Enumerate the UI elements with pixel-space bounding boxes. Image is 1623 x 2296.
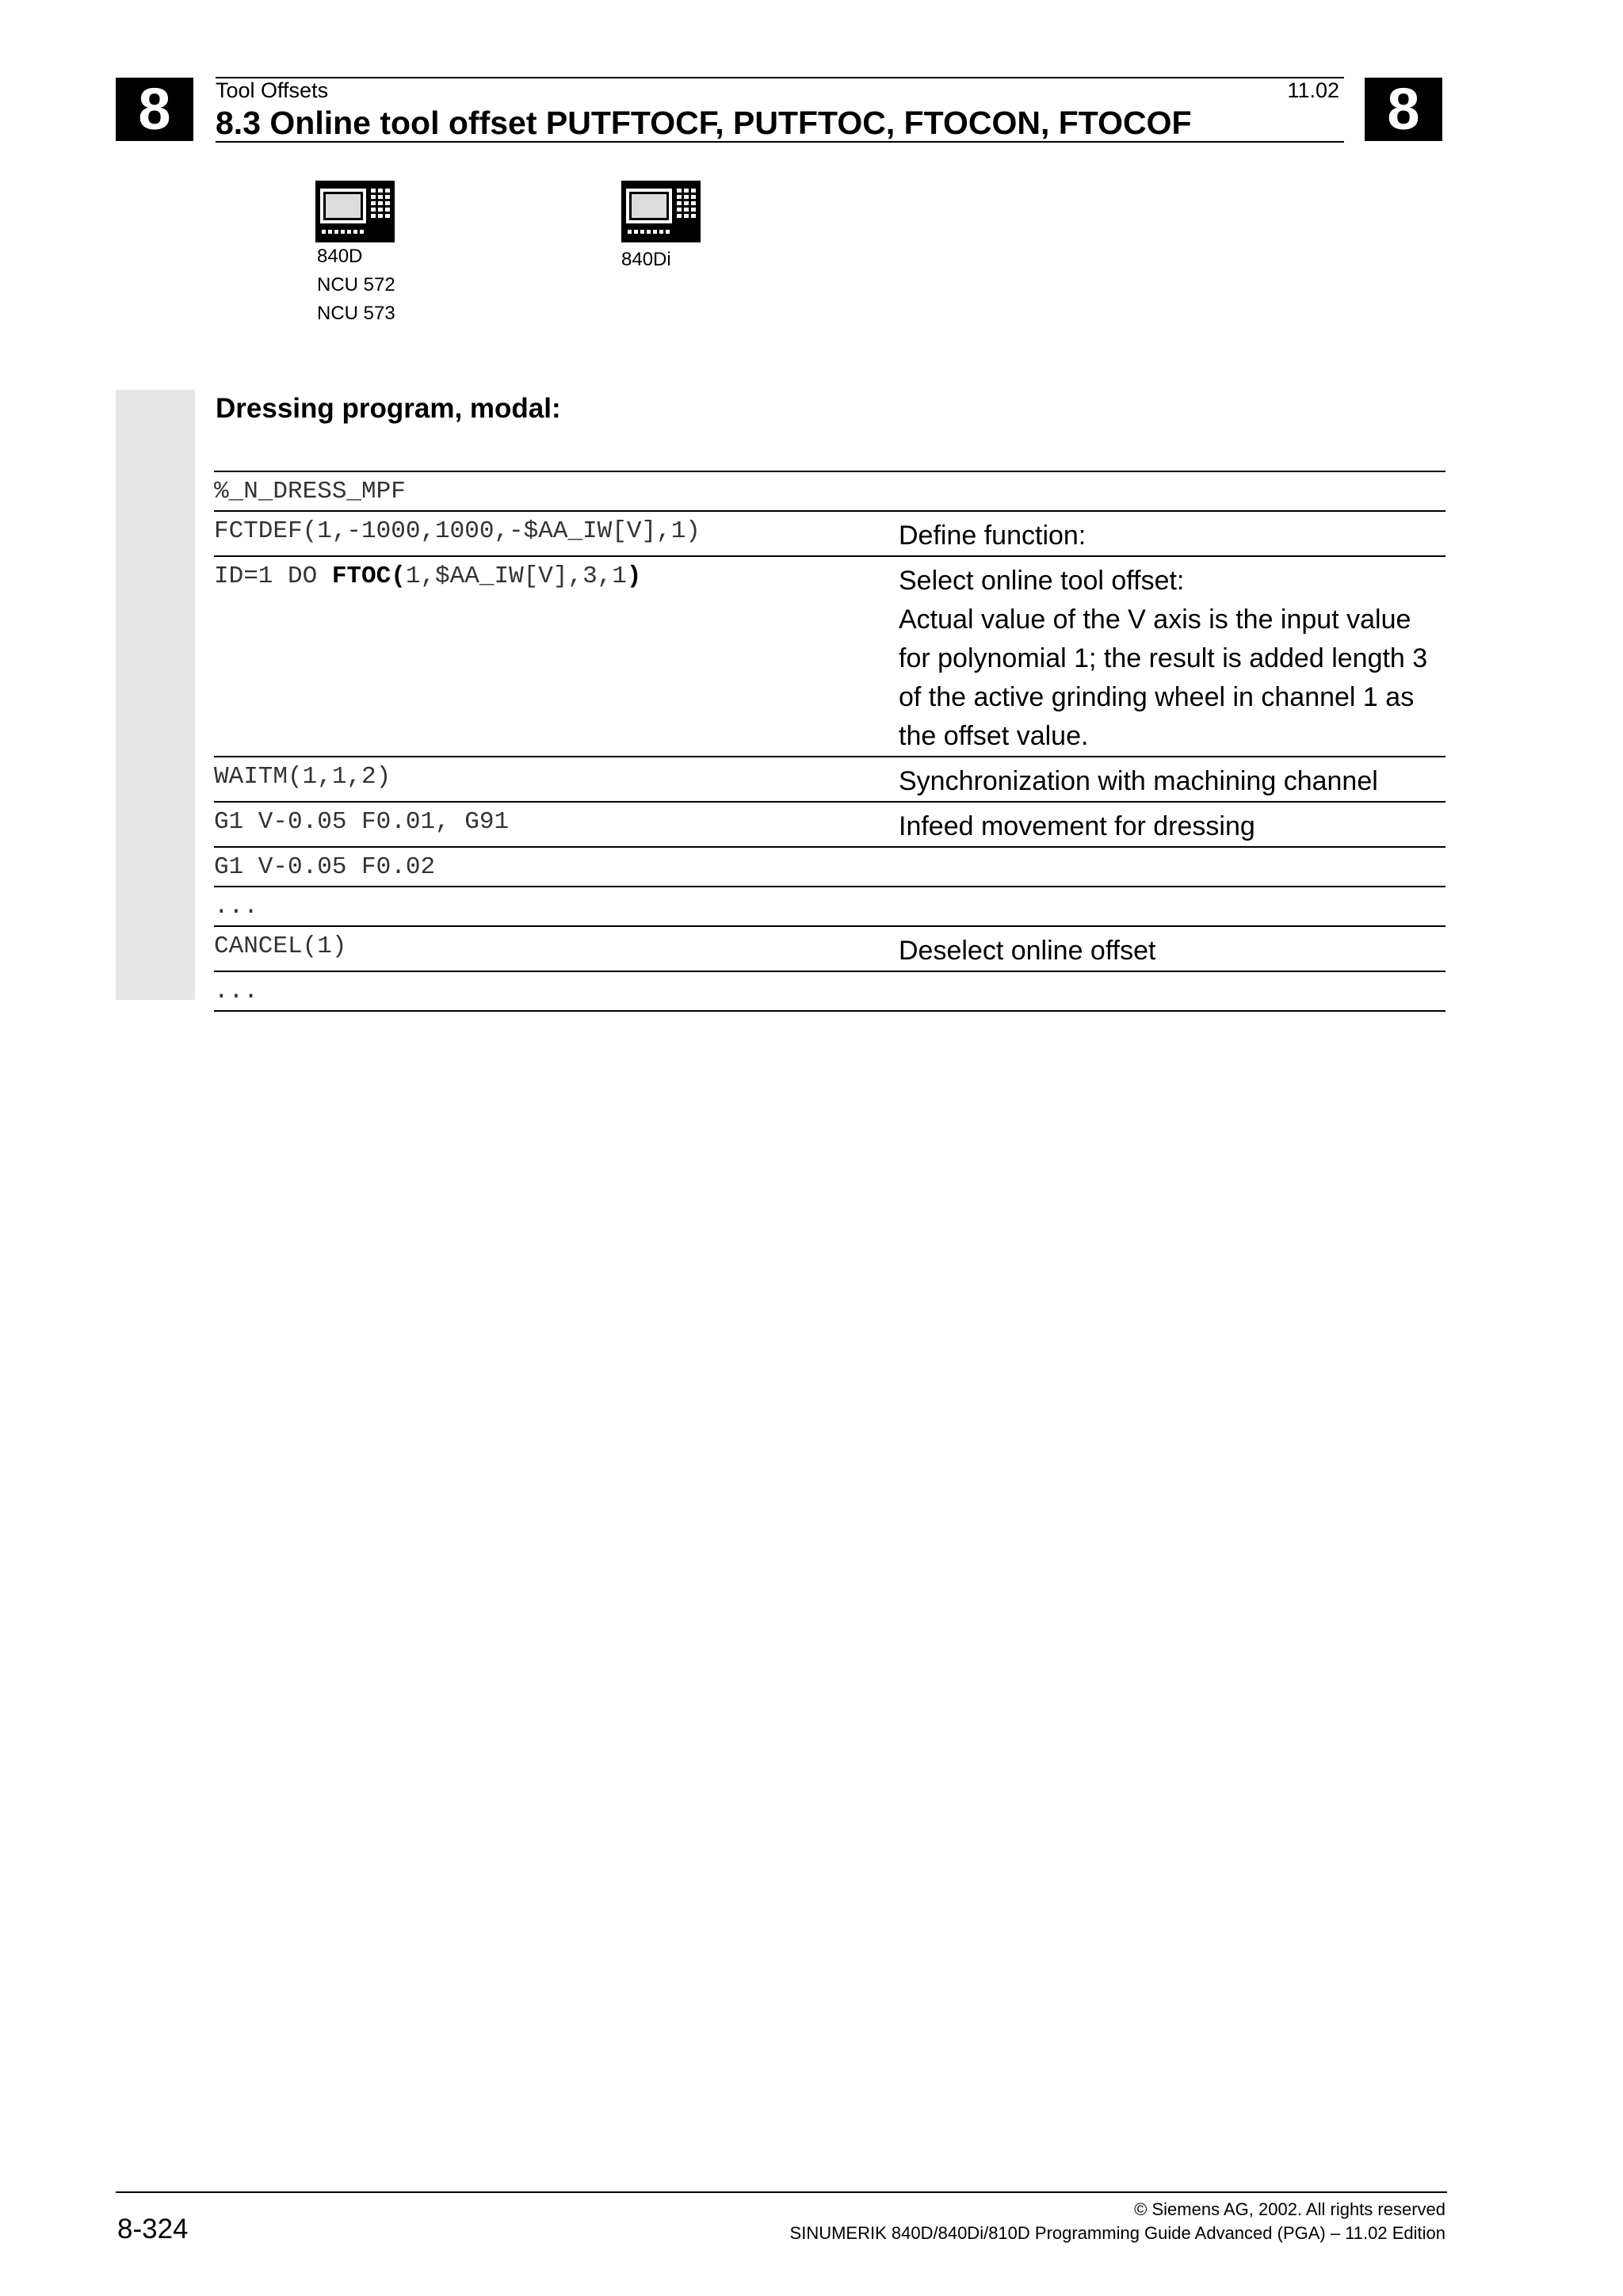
document-reference: SINUMERIK 840D/840Di/810D Programming Guide Advanced (PGA) – 11.02 Edition xyxy=(789,2223,1445,2243)
code-text: ... xyxy=(214,893,258,921)
code-cell xyxy=(214,927,899,971)
table-row xyxy=(214,925,1445,971)
table-row xyxy=(214,510,1445,555)
comment-cell xyxy=(899,972,1445,1010)
margin-shading-bar xyxy=(116,390,195,1000)
comment-cell xyxy=(899,803,1445,846)
code-cell xyxy=(214,848,899,886)
comment-line: for polynomial 1; the result is added length 3 xyxy=(899,643,1428,673)
comment-cell xyxy=(899,472,1445,510)
code-text: G1 V-0.05 F0.02 xyxy=(214,853,436,881)
code-text: CANCEL(1) xyxy=(214,933,347,960)
code-text: ... xyxy=(214,978,258,1005)
control-label-840d: 840D xyxy=(317,246,363,267)
table-row xyxy=(214,801,1445,846)
code-keyword: ) xyxy=(626,563,642,590)
comment-cell xyxy=(899,848,1445,886)
code-cell xyxy=(214,472,899,510)
header-rule-bottom xyxy=(216,141,1344,143)
code-text: FCTDEF(1,-1000,1000,-$AA_IW[V],1) xyxy=(214,517,701,545)
comment-line: Select online tool offset: xyxy=(899,566,1185,596)
header-date: 11.02 xyxy=(1287,78,1339,102)
code-text: WAITM(1,1,2) xyxy=(214,763,391,791)
chapter-number-left: 8 xyxy=(116,78,193,141)
comment-cell xyxy=(899,927,1445,971)
footer-rule xyxy=(116,2191,1447,2193)
cnc-control-panel-icon xyxy=(315,181,395,242)
comment-cell xyxy=(899,512,1445,555)
comment-cell xyxy=(899,757,1445,801)
table-row xyxy=(214,471,1445,510)
page-title: 8.3 Online tool offset PUTFTOCF, PUTFTOC, FTOCON, FTOCOF xyxy=(216,105,1192,141)
cnc-control-panel-icon xyxy=(621,181,701,242)
comment-line: Deselect online offset xyxy=(899,936,1156,966)
code-text: 1,$AA_IW[V],3,1 xyxy=(405,563,627,590)
example-heading: Dressing program, modal: xyxy=(216,393,561,424)
table-row xyxy=(214,756,1445,801)
comment-cell xyxy=(899,887,1445,925)
program-table xyxy=(214,471,1445,1012)
header-section: Tool Offsets xyxy=(216,78,329,102)
comment-line: Define function: xyxy=(899,521,1086,551)
chapter-number-right: 8 xyxy=(1365,78,1442,141)
code-cell xyxy=(214,512,899,555)
table-row xyxy=(214,971,1445,1012)
header-rule-top xyxy=(216,77,1344,78)
code-cell xyxy=(214,757,899,801)
code-text: ID=1 DO xyxy=(214,563,332,590)
table-row xyxy=(214,846,1445,886)
code-cell xyxy=(214,557,899,756)
code-text: G1 V-0.05 F0.01, G91 xyxy=(214,808,510,836)
code-cell xyxy=(214,972,899,1010)
comment-cell xyxy=(899,557,1445,756)
copyright-notice: © Siemens AG, 2002. All rights reserved xyxy=(1134,2199,1445,2219)
code-keyword: FTOC( xyxy=(331,563,406,590)
code-cell xyxy=(214,803,899,846)
table-row xyxy=(214,886,1445,925)
comment-line: of the active grinding wheel in channel 1 as xyxy=(899,682,1415,712)
control-label-840di: 840Di xyxy=(621,249,671,270)
control-label-ncu573: NCU 573 xyxy=(317,303,395,324)
code-cell xyxy=(214,887,899,925)
comment-line: the offset value. xyxy=(899,721,1089,751)
table-row xyxy=(214,555,1445,756)
code-text: %_N_DRESS_MPF xyxy=(214,478,406,505)
comment-line: Actual value of the V axis is the input value xyxy=(899,605,1411,635)
page-number: 8-324 xyxy=(117,2214,189,2245)
control-label-ncu572: NCU 572 xyxy=(317,274,395,296)
comment-line: Synchronization with machining channel xyxy=(899,766,1378,796)
comment-line: Infeed movement for dressing xyxy=(899,811,1255,841)
